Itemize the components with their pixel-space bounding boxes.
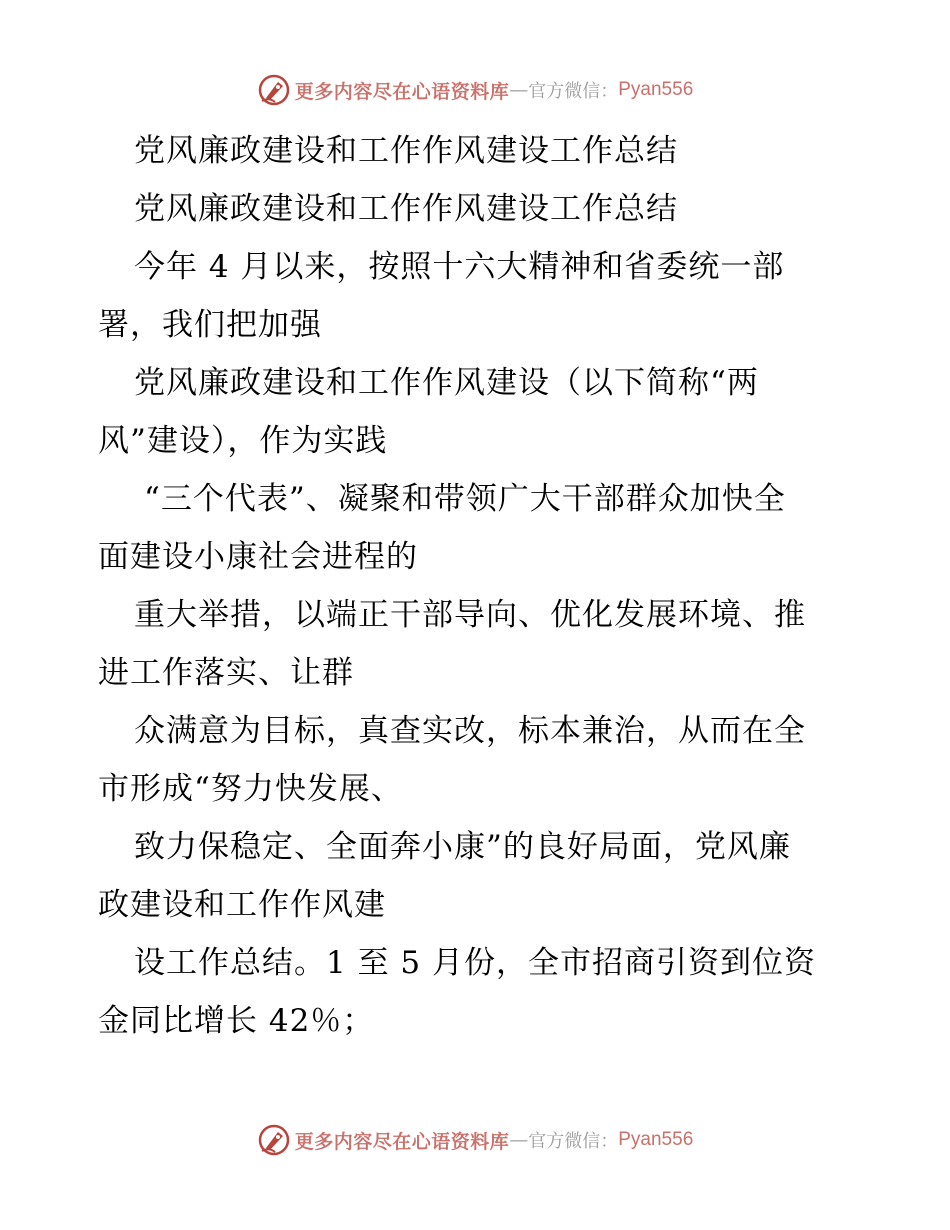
paragraph-line: 署，我们把加强 [98,307,322,343]
pen-nib-logo-icon [257,1123,291,1157]
watermark-site-name: 更多内容尽在心语资料库 [294,1130,510,1153]
paragraph-line: 市形成“努力快发展、 [98,771,403,807]
paragraph-line: “三个代表”、凝聚和带领广大干部群众加快全 [144,481,786,517]
paragraph-line: 致力保稳定、全面奔小康”的良好局面，党风廉 [134,829,791,865]
paragraph-line: 众满意为目标，真查实改，标本兼治，从而在全 [134,713,806,749]
pen-nib-logo-icon [257,73,291,107]
paragraph-line: 设工作总结。1 至 5 月份，全市招商引资到位资 [134,945,817,981]
document-subtitle: 党风廉政建设和工作作风建设工作总结 [134,191,678,227]
paragraph-line: 政建设和工作作风建 [98,887,386,923]
watermark-wechat-label: 官方微信： [528,81,619,102]
watermark-site-name: 更多内容尽在心语资料库 [294,80,510,103]
footer-watermark [0,1120,950,1160]
watermark-wechat-id: Pyan556 [618,79,694,100]
paragraph-line: 今年 4 月以来，按照十六大精神和省委统一部 [134,249,785,285]
paragraph-line: 重大举措，以端正干部导向、优化发展环境、推 [134,597,806,633]
header-watermark [0,70,950,110]
watermark-separator: — [509,79,529,101]
paragraph-line: 进工作落实、让群 [98,655,354,691]
watermark-wechat-label: 官方微信： [528,1131,619,1152]
paragraph-line: 面建设小康社会进程的 [98,539,418,575]
watermark-wechat-id: Pyan556 [618,1129,694,1150]
document-body [98,122,858,1050]
document-title: 党风廉政建设和工作作风建设工作总结 [134,133,678,169]
watermark-separator: — [509,1129,529,1151]
paragraph-line: 金同比增长 42％； [98,1003,375,1039]
paragraph-line: 风”建设），作为实践 [98,423,388,459]
paragraph-line: 党风廉政建设和工作作风建设（以下简称“两 [134,365,759,401]
